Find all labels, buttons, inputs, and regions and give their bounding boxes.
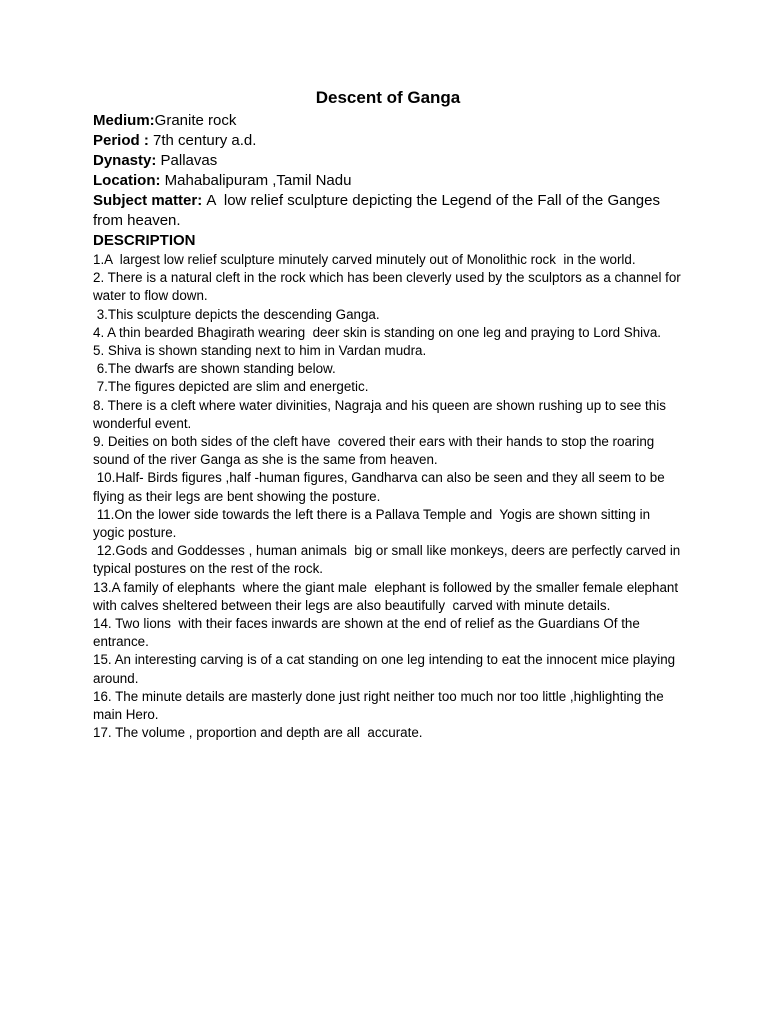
description-item: 9. Deities on both sides of the cleft have covered their ears with their hands to stop the roaring sound of the river Ganga as she is the same from heaven. — [93, 434, 658, 468]
dynasty-value: Pallavas — [160, 152, 218, 169]
location-value: Mahabalipuram ,Tamil Nadu — [164, 172, 352, 189]
description-item: 17. The volume , proportion and depth are all accurate. — [93, 725, 423, 741]
description-item: 8. There is a cleft where water divinities, Nagraja and his queen are shown rushing up to see this wonderful event. — [93, 397, 670, 431]
medium-label: Medium: — [93, 112, 155, 129]
document-page — [93, 88, 683, 742]
period-value: 7th century a.d. — [153, 132, 257, 149]
description-item: 12.Gods and Goddesses , human animals big or small like monkeys, deers are perfectly carved in typical postures on the rest of the rock. — [93, 543, 684, 577]
description-item: 10.Half- Birds figures ,half -human figures, Gandharva can also be seen and they all seem to be flying as their legs are bent showing the posture. — [93, 470, 669, 504]
description-item: 4. A thin bearded Bhagirath wearing deer skin is standing on one leg and praying to Lord Shiva. — [93, 324, 661, 340]
description-list — [93, 251, 683, 742]
description-item: 11.On the lower side towards the left there is a Pallava Temple and Yogis are shown sitting in yogic posture. — [93, 506, 654, 541]
description-item: 1.A largest low relief sculpture minutely carved minutely out of Monolithic rock in the world. — [93, 252, 636, 267]
description-item: 7.The figures depicted are slim and energetic. — [93, 379, 369, 395]
period-line — [93, 131, 683, 151]
description-item: 2. There is a natural cleft in the rock which has been cleverly used by the sculptors as a channel for water to flow down. — [93, 270, 685, 304]
location-line — [93, 171, 683, 191]
medium-line — [93, 111, 683, 131]
subject-matter-label: Subject matter: — [93, 192, 207, 209]
dynasty-line — [93, 151, 683, 171]
period-label: Period : — [93, 132, 154, 149]
subject-matter-value: A low relief sculpture depicting the Legend of the Fall of the Ganges from heaven. — [93, 192, 665, 229]
document-title: Descent of Ganga — [315, 88, 461, 107]
description-heading: DESCRIPTION — [93, 232, 196, 249]
location-label: Location: — [93, 172, 165, 189]
description-item: 5. Shiva is shown standing next to him in Vardan mudra. — [93, 343, 427, 359]
description-item: 13.A family of elephants where the giant male elephant is followed by the smaller female elephant with calves sheltered between their legs are also beautifully carved with minute details. — [93, 579, 682, 613]
description-item: 15. An interesting carving is of a cat standing on one leg intending to eat the innocent mice playing around. — [93, 652, 679, 686]
description-item: 3.This sculpture depicts the descending Ganga. — [93, 306, 380, 322]
description-item: 16. The minute details are masterly done just right neither too much nor too little ,highlighting the main Hero. — [93, 688, 668, 723]
subject-matter-line — [93, 191, 683, 231]
description-item: 6.The dwarfs are shown standing below. — [93, 361, 336, 377]
description-item: 14. Two lions with their faces inwards are shown at the end of relief as the Guardians Of the entrance. — [93, 616, 644, 650]
dynasty-label: Dynasty: — [93, 152, 161, 169]
medium-value: Granite rock — [154, 112, 237, 129]
